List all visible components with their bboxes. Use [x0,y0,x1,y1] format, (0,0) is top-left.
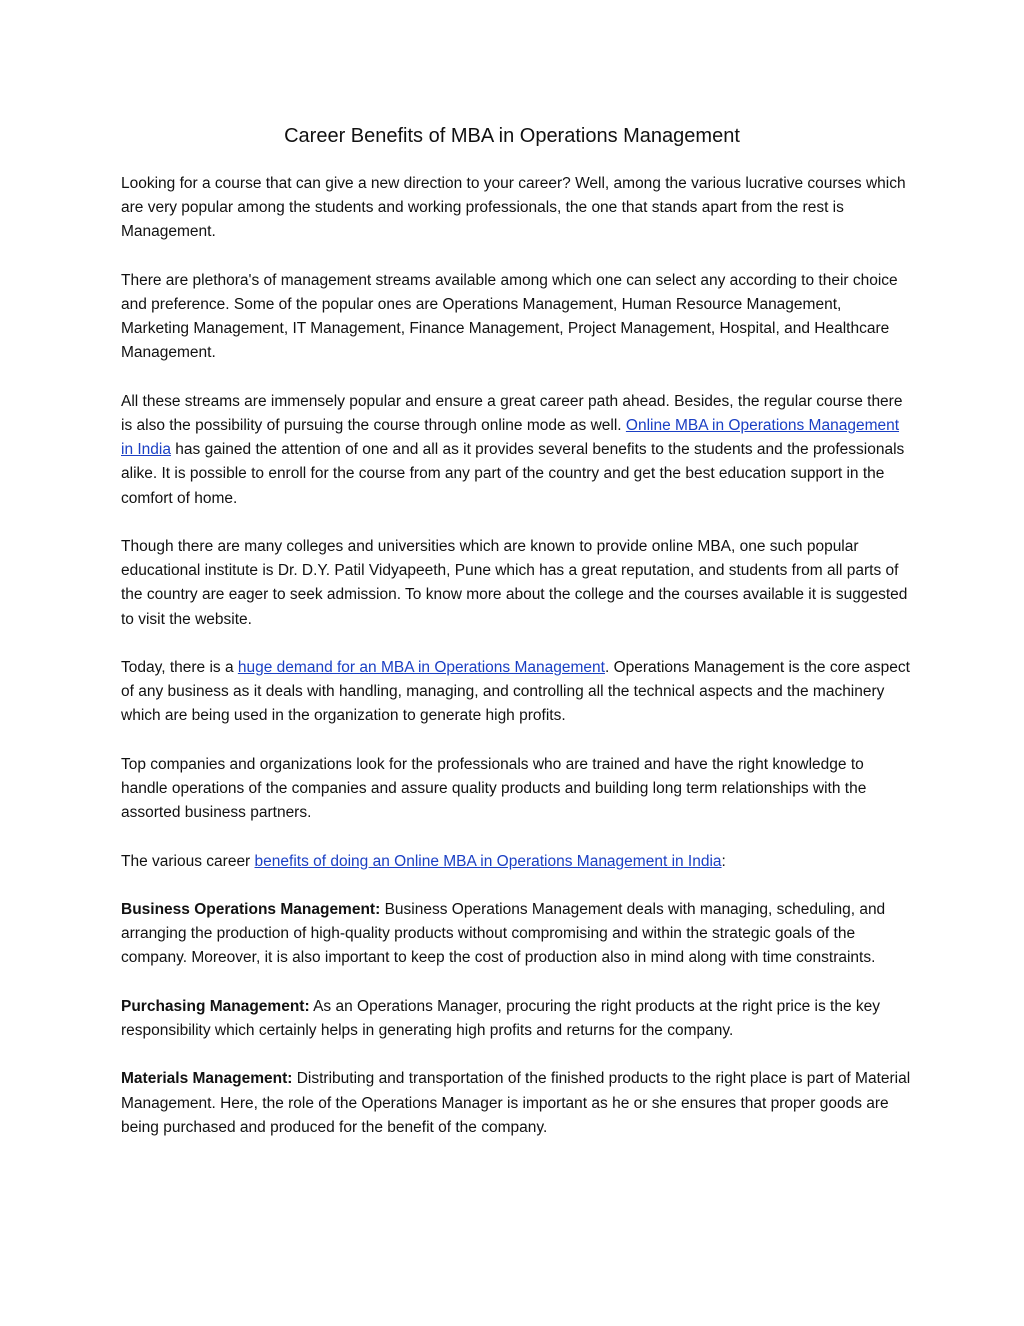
paragraph-text: has gained the attention of one and all as it provides several benefits to the students and the professionals alike. It is possible to enroll for the course from any part of the country and get the best education support in the comfort of home. [121,441,905,507]
paragraph-institute: Though there are many colleges and universities which are known to provide online MBA, one such popular educational institute is Dr. D.Y. Patil Vidyapeeth, Pune which has a great reputation, and students from all parts of the country are eager to seek admission. To know more about the college and the courses available it is suggested to visit the website. [121,538,908,628]
paragraph-text: The various career [121,852,255,870]
section-materials [121,1067,911,1140]
page-title: Career Benefits of MBA in Operations Management [284,125,740,147]
section-heading: Business Operations Management: [121,900,381,918]
section-text: Distributing and transportation of the finished products to the right place is part of Material Management. Here, the role of the Operations Manager is important as he or she ensures that proper goods are being purchased and produced for the benefit of the company. [121,1070,911,1136]
paragraph-text: Today, there is a [121,659,238,676]
section-heading: Materials Management: [121,1070,293,1088]
paragraph-companies: Top companies and organizations look for the professionals who are trained and have the right knowledge to handle operations of the companies and assure quality products and building long term relationships with the assorted business partners. [121,755,867,822]
section-business-operations [121,898,911,971]
paragraph-benefits-intro [121,850,911,874]
benefits-link[interactable]: benefits of doing an Online MBA in Operations Management in India [254,852,722,870]
document-body [121,172,911,1164]
paragraph-text: All these streams are immensely popular and ensure a great career path ahead. Besides, the regular course there is also the possibility of pursuing the course through online mode as well. [121,392,903,434]
paragraph-popularity [121,390,911,511]
paragraph-demand [121,656,911,729]
section-purchasing [121,995,911,1043]
section-text: Business Operations Management deals with managing, scheduling, and arranging the production of high-quality products without compromising and within the strategic goals of the company. Moreover, it is also important to keep the cost of production also in mind along with time constraints. [121,900,886,967]
section-heading: Purchasing Management: [121,997,310,1015]
paragraph-text: . Operations Management is the core aspect of any business as it deals with handling, managing, and controlling all the technical aspects and the machinery which are being used in the organization to generate high profits. [121,659,910,725]
online-mba-link[interactable]: Online MBA in Operations Management in India [121,417,900,459]
paragraph-intro: Looking for a course that can give a new direction to your career? Well, among the various lucrative courses which are very popular among the students and working professionals, the one that stands apart from the rest is Management. [121,175,906,241]
section-text: As an Operations Manager, procuring the right products at the right price is the key responsibility which certainly helps in generating high profits and returns for the company. [121,997,880,1039]
huge-demand-link[interactable]: huge demand for an MBA in Operations Management [237,659,605,676]
paragraph-text: : [721,852,726,870]
paragraph-streams: There are plethora's of management streams available among which one can select any according to their choice and preference. Some of the popular ones are Operations Management, Human Resource Management, Marketing Management, IT Management, Finance Management, Project Management, Hospital, and Healthcare Management. [121,271,898,362]
